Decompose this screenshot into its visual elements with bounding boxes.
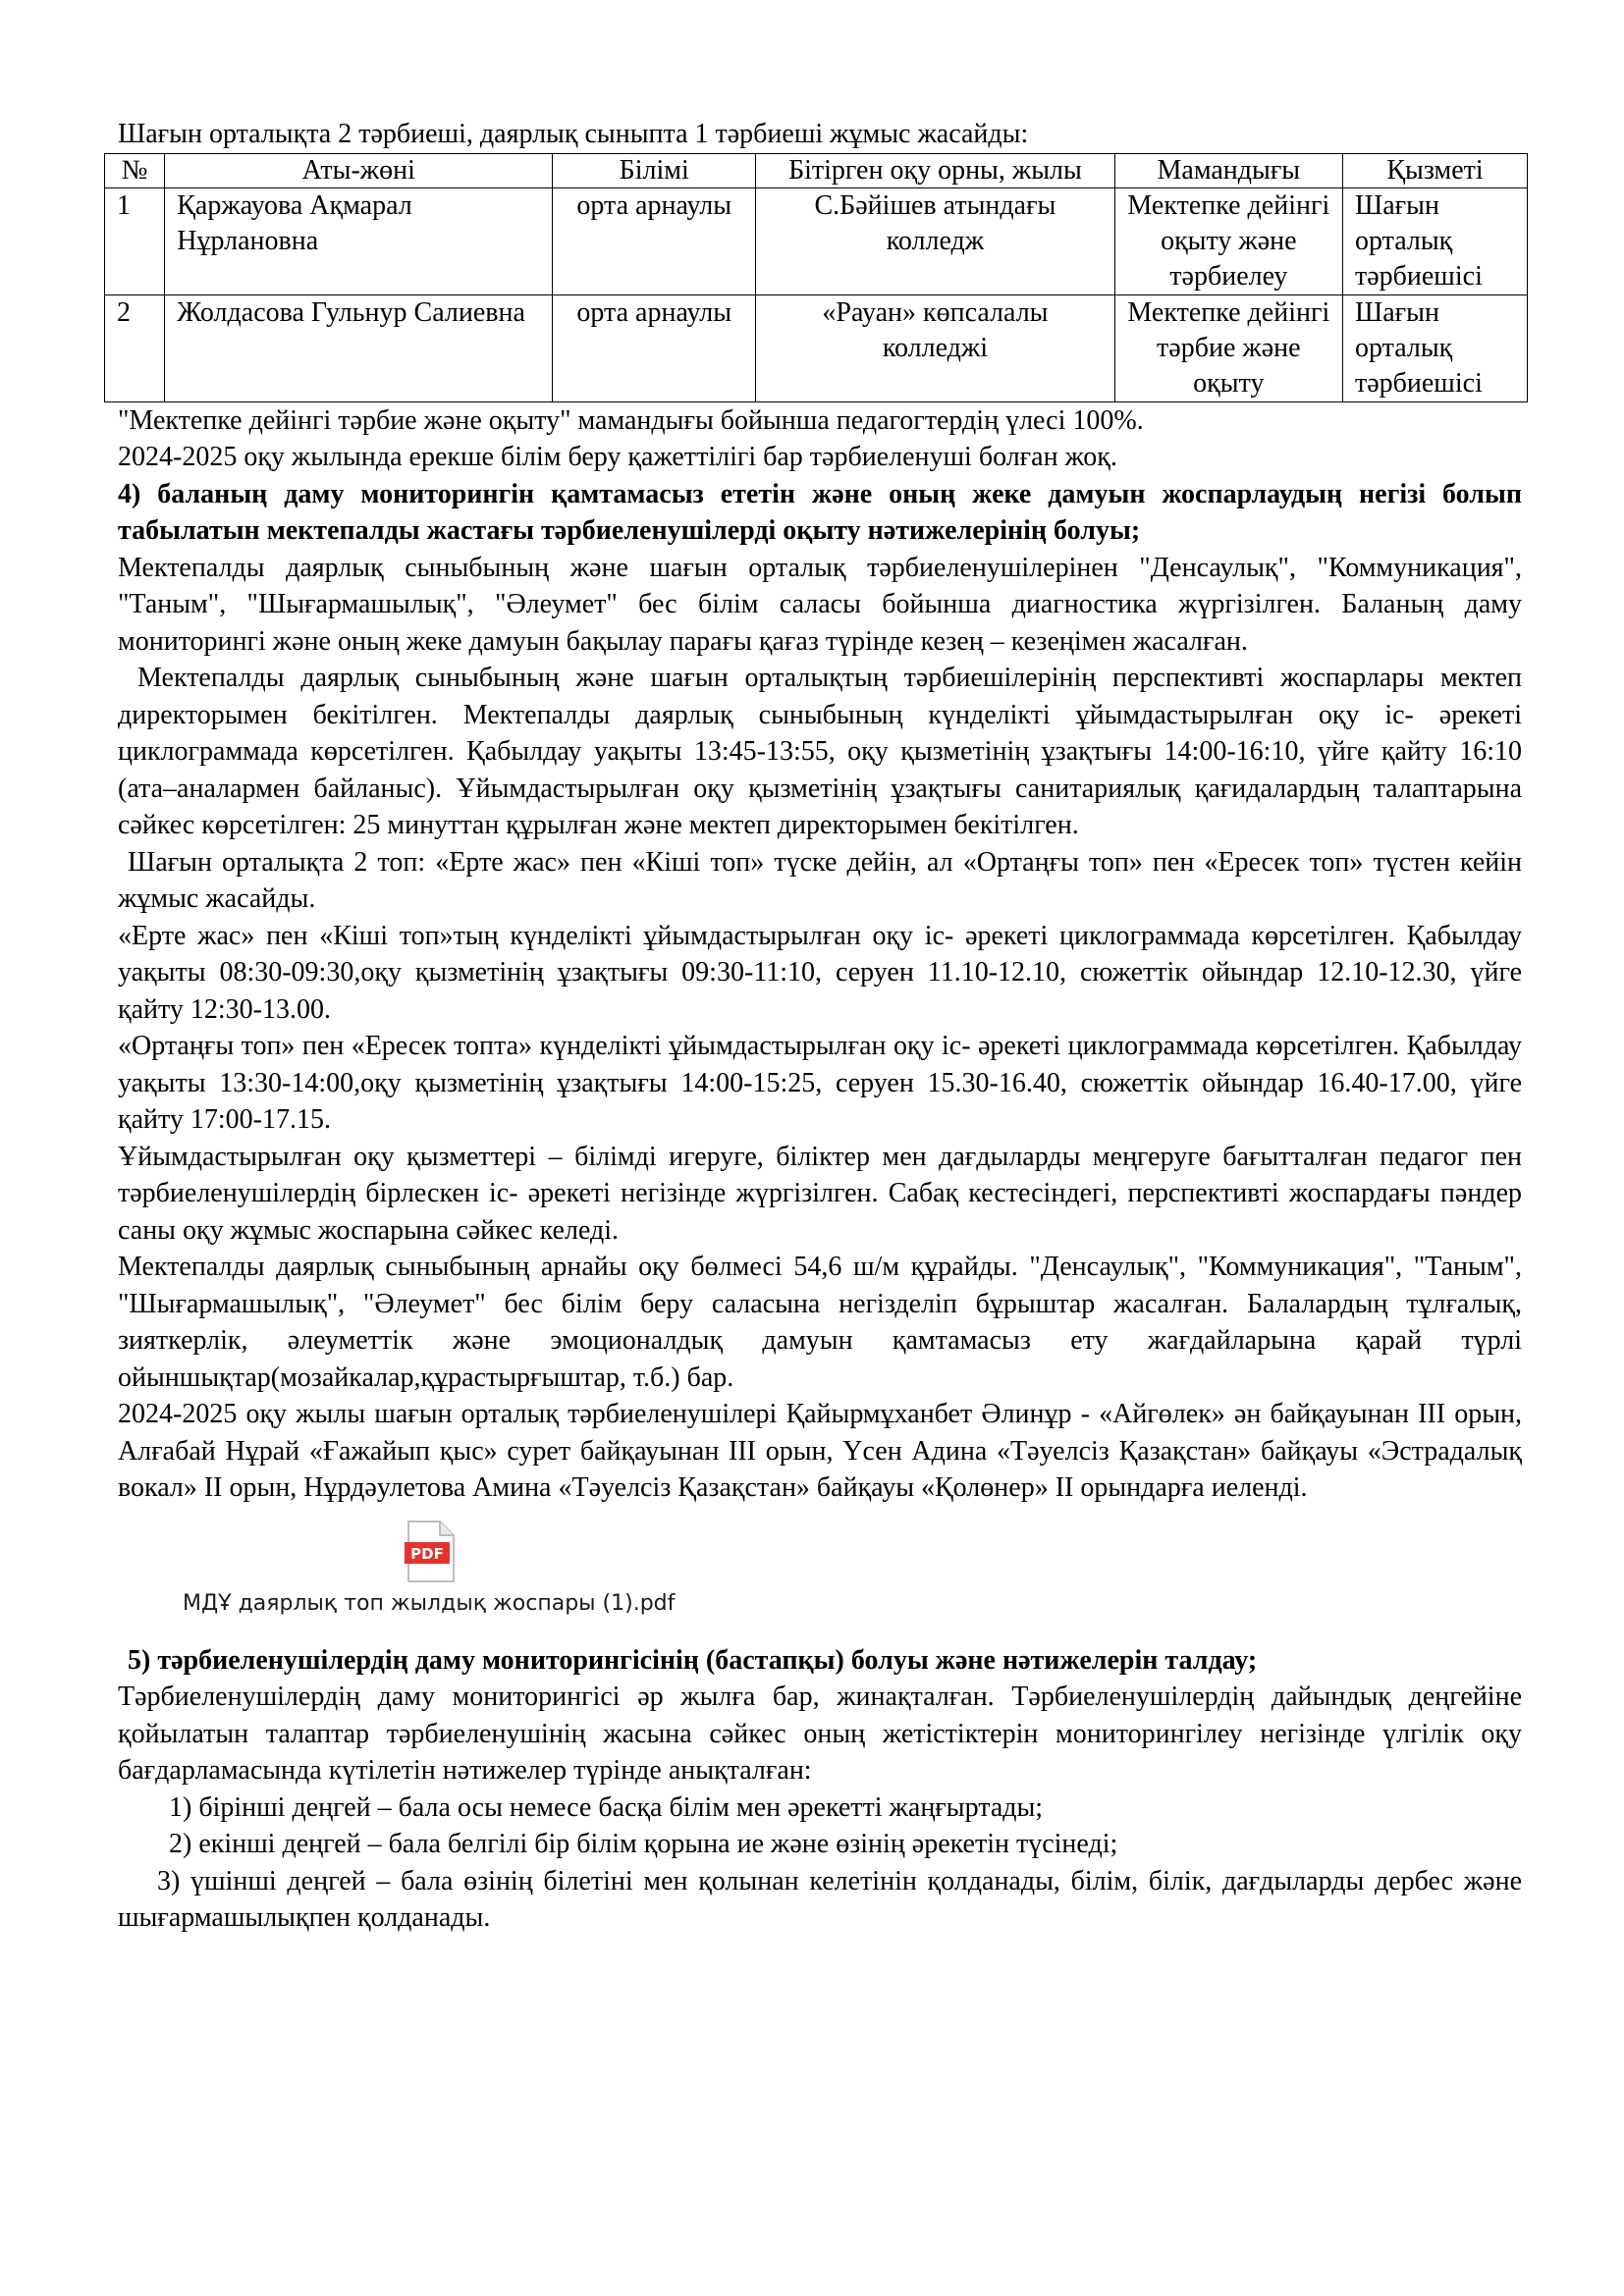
cell-name: Жолдасова Гульнур Салиевна	[165, 294, 553, 401]
cell-specialty: Мектепке дейінгі тәрбие және оқыту	[1114, 294, 1342, 401]
table-header-row	[105, 153, 1528, 187]
cell-name: Қаржауова Ақмарал Нұрлановна	[165, 187, 553, 294]
paragraph-groups: Шағын орталықта 2 топ: «Ерте жас» пен «Кіші топ» түске дейін, ал «Ортаңғы топ» пен «Ересек топ» түстен кейін жұмыс жасайды.	[118, 846, 1522, 914]
table-row	[105, 187, 1528, 294]
cell-position: Шағын орталық тәрбиешісі	[1342, 187, 1527, 294]
cell-education: орта арнаулы	[553, 187, 756, 294]
paragraph-achievements: 2024-2025 оқу жылы шағын орталық тәрбиеленушілері Қайырмұханбет Әлинұр - «Айгөлек» ән байқауынан ІІІ орын, Алғабай Нұрай «Ғажайып қыс» сурет байқауынан ІІІ орын, Үсен Адина «Тәуелсіз Қазақстан» байқауы «Эстрадалық вокал» ІІ орын, Нұрдәулетова Амина «Тәуелсіз Қазақстан» байқауы «Қолөнер» ІІ орындарға иеленді.	[118, 1399, 1522, 1503]
staff-intro: Шағын орталықта 2 тәрбиеші, даярлық сыныпта 1 тәрбиеші жұмыс жасайды:	[118, 119, 1029, 149]
header-specialty: Мамандығы	[1114, 153, 1342, 187]
cell-institution: «Рауан» көпсалалы колледжі	[756, 294, 1114, 401]
paragraph-special-needs: 2024-2025 оқу жылында ерекше білім беру қажеттілігі бар тәрбиеленуші болған жоқ.	[118, 442, 1117, 472]
document-page	[118, 116, 1522, 1937]
cell-num: 1	[105, 187, 165, 294]
paragraph-middle-group-schedule: «Ортаңғы топ» пен «Ересек топта» күнделікті ұйымдастырылған оқу іс- әрекеті циклограммада көрсетілген. Қабылдау уақыты 13:30-14:00,оқу қызметінің ұзақтығы 14:00-15:25, серуен 15.30-16.40, сюжеттік ойындар 16.40-17.00, үйге қайту 17:00-17.15.	[118, 1031, 1522, 1135]
paragraph-activities: Ұйымдастырылған оқу қызметтері – білімді игеруге, біліктер мен дағдыларды меңгеруге бағытталған педагог пен тәрбиеленушілердің бірлескен іс- әрекеті негізінде жүргізілген. Сабақ кестесіндегі, перспективті жоспардағы пәндер саны оқу жұмыс жоспарына сәйкес келеді.	[118, 1141, 1522, 1246]
cell-num: 2	[105, 294, 165, 401]
level-3-item: 3) үшінші деңгей – бала өзінің білетіні мен қолынан келетінін қолданады, білім, білік, дағдыларды дербес және шығармашылықпен қолданады.	[118, 1865, 1522, 1933]
paragraph-monitoring: Тәрбиеленушілердің даму мониторингісі әр жылға бар, жинақталған. Тәрбиеленушілердің дайындық деңгейіне қойылатын талаптар тәрбиеленушінің жасына сәйкес оның жетістіктерін мониторингілеу негізінде үлгілік оқу бағдарламасында күтілетін нәтижелер түрінде анықталған:	[118, 1682, 1522, 1786]
paragraph-diagnostics: Мектепалды даярлық сыныбының және шағын орталық тәрбиеленушілерінен "Денсаулық", "Коммуникация", "Таным", "Шығармашылық", "Әлеумет" бес білім саласы бойынша диагностика жүргізілген. Баланың даму мониторингі және оның жеке дамуын бақылау парағы қағаз түрінде кезең – кезеңімен жасалған.	[118, 552, 1522, 657]
pdf-icon-label: PDF	[410, 1544, 444, 1563]
pdf-attachment[interactable]	[118, 1521, 1522, 1629]
header-education: Білімі	[553, 153, 756, 187]
paragraph-share: "Мектепке дейінгі тәрбие және оқыту" мамандығы бойынша педагогтердің үлесі 100%.	[118, 404, 1144, 436]
section-heading-4: 4) баланың даму мониторингін қамтамасыз ететін және оның жеке дамуын жоспарлаудың негізі болып табылатын мектепалды жастағы тәрбиеленушілерді оқыту нәтижелерінің болуы;	[118, 478, 1522, 546]
pdf-file-icon[interactable]	[405, 1521, 456, 1583]
attachment-filename[interactable]: МДҰ даярлық топ жылдық жоспары (1).pdf	[183, 1590, 676, 1616]
staff-table	[104, 153, 1528, 402]
level-1-item: 1) бірінші деңгей – бала осы немесе басқа білім мен әрекетті жаңғыртады;	[169, 1791, 1044, 1823]
paragraph-early-age-schedule: «Ерте жас» пен «Кіші топ»тың күнделікті ұйымдастырылған оқу іс- әрекеті циклограммада көрсетілген. Қабылдау уақыты 08:30-09:30,оқу қызметінің ұзақтығы 09:30-11:10, серуен 11.10-12.10, сюжеттік ойындар 12.10-12.30, үйге қайту 12:30-13.00.	[118, 920, 1522, 1025]
header-num: №	[105, 153, 165, 187]
header-name: Аты-жөні	[165, 153, 553, 187]
paragraph-plans: Мектепалды даярлық сыныбының және шағын орталықтың тәрбиешілерінің перспективті жоспарлары мектеп директорымен бекітілген. Мектепалды даярлық сыныбының күнделікті ұйымдастырылған оқу іс- әрекеті циклограммада көрсетілген. Қабылдау уақыты 13:45-13:55, оқу қызметінің ұзақтығы 14:00-16:10, үйге қайту 16:10 (ата–аналармен байланыс). Ұйымдастырылған оқу қызметінің ұзақтығы санитариялық қағидалардың талаптарына сәйкес көрсетілген: 25 минуттан құрылған және мектеп директорымен бекітілген.	[118, 663, 1522, 840]
section-heading-5: 5) тәрбиеленушілердің даму мониторингісінің (бастапқы) болуы және нәтижелерін талдау;	[128, 1644, 1258, 1676]
header-position: Қызметі	[1342, 153, 1527, 187]
cell-specialty: Мектепке дейінгі оқыту және тәрбиелеу	[1114, 187, 1342, 294]
header-institution: Бітірген оқу орны, жылы	[756, 153, 1114, 187]
level-2-item: 2) екінші деңгей – бала белгілі бір білім қорына ие және өзінің әрекетін түсінеді;	[169, 1829, 1118, 1859]
paragraph-classroom: Мектепалды даярлық сыныбының арнайы оқу бөлмесі 54,6 ш/м құрайды. "Денсаулық", "Коммуникация", "Таным", "Шығармашылық", "Әлеумет" бес білім беру саласына негізделіп бұрыштар жасалған. Балалардың тұлғалық, зияткерлік, әлеуметтік және эмоционалдық дамуын қамтамасыз ету жағдайларына қарай түрлі ойыншықтар(мозайкалар,құрастырғыштар, т.б.) бар.	[118, 1252, 1522, 1393]
cell-institution: С.Бәйішев атындағы колледж	[756, 187, 1114, 294]
table-row	[105, 294, 1528, 401]
cell-education: орта арнаулы	[553, 294, 756, 401]
cell-position: Шағын орталық тәрбиешісі	[1342, 294, 1527, 401]
